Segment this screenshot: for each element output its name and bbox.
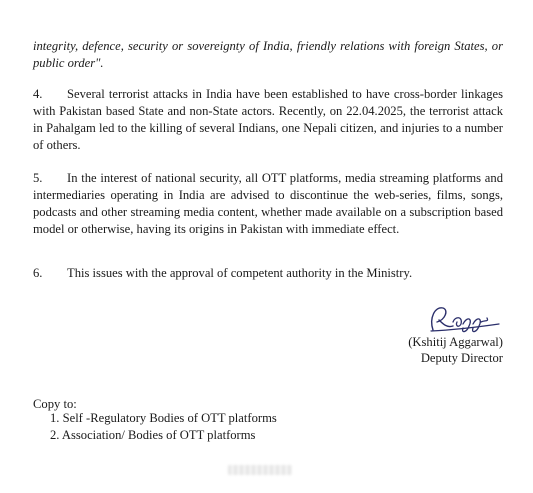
signatory-designation: Deputy Director — [420, 351, 503, 365]
paragraph-5 — [33, 170, 503, 238]
list-item: 1. Self -Regulatory Bodies of OTT platforms — [50, 411, 277, 425]
signatory-name: (Kshitij Aggarwal) — [408, 335, 503, 349]
copy-to-label: Copy to: — [33, 397, 77, 411]
paragraph-number: 4. — [33, 87, 43, 101]
quoted-clause: integrity, defence, security or sovereignty of India, friendly relations with foreign States, or public order". — [33, 39, 503, 70]
paragraph-6 — [33, 265, 503, 282]
paragraph-number: 5. — [33, 171, 43, 185]
copy-to-list — [50, 410, 277, 444]
redacted-mark — [228, 465, 292, 475]
paragraph-text: Several terrorist attacks in India have been established to have cross-border linkages with Pakistan based State and non-State actors. Recently, on 22.04.2025, the terrorist attack in Pahalgam led to the killing of several Indians, one Nepali citizen, and injuries to a number of others. — [33, 87, 503, 152]
paragraph-4 — [33, 86, 503, 154]
paragraph-text: This issues with the approval of competent authority in the Ministry. — [67, 266, 413, 280]
list-item: 2. Association/ Bodies of OTT platforms — [50, 428, 256, 442]
paragraph-number: 6. — [33, 266, 43, 280]
handwritten-signature-icon — [423, 300, 503, 336]
paragraph-text: In the interest of national security, all OTT platforms, media streaming platforms and intermediaries operating in India are advised to discontinue the web-series, films, songs, podcasts and other streaming media content, whether made available on a subscription based model or otherwise, having its origins in Pakistan with immediate effect. — [33, 171, 503, 236]
